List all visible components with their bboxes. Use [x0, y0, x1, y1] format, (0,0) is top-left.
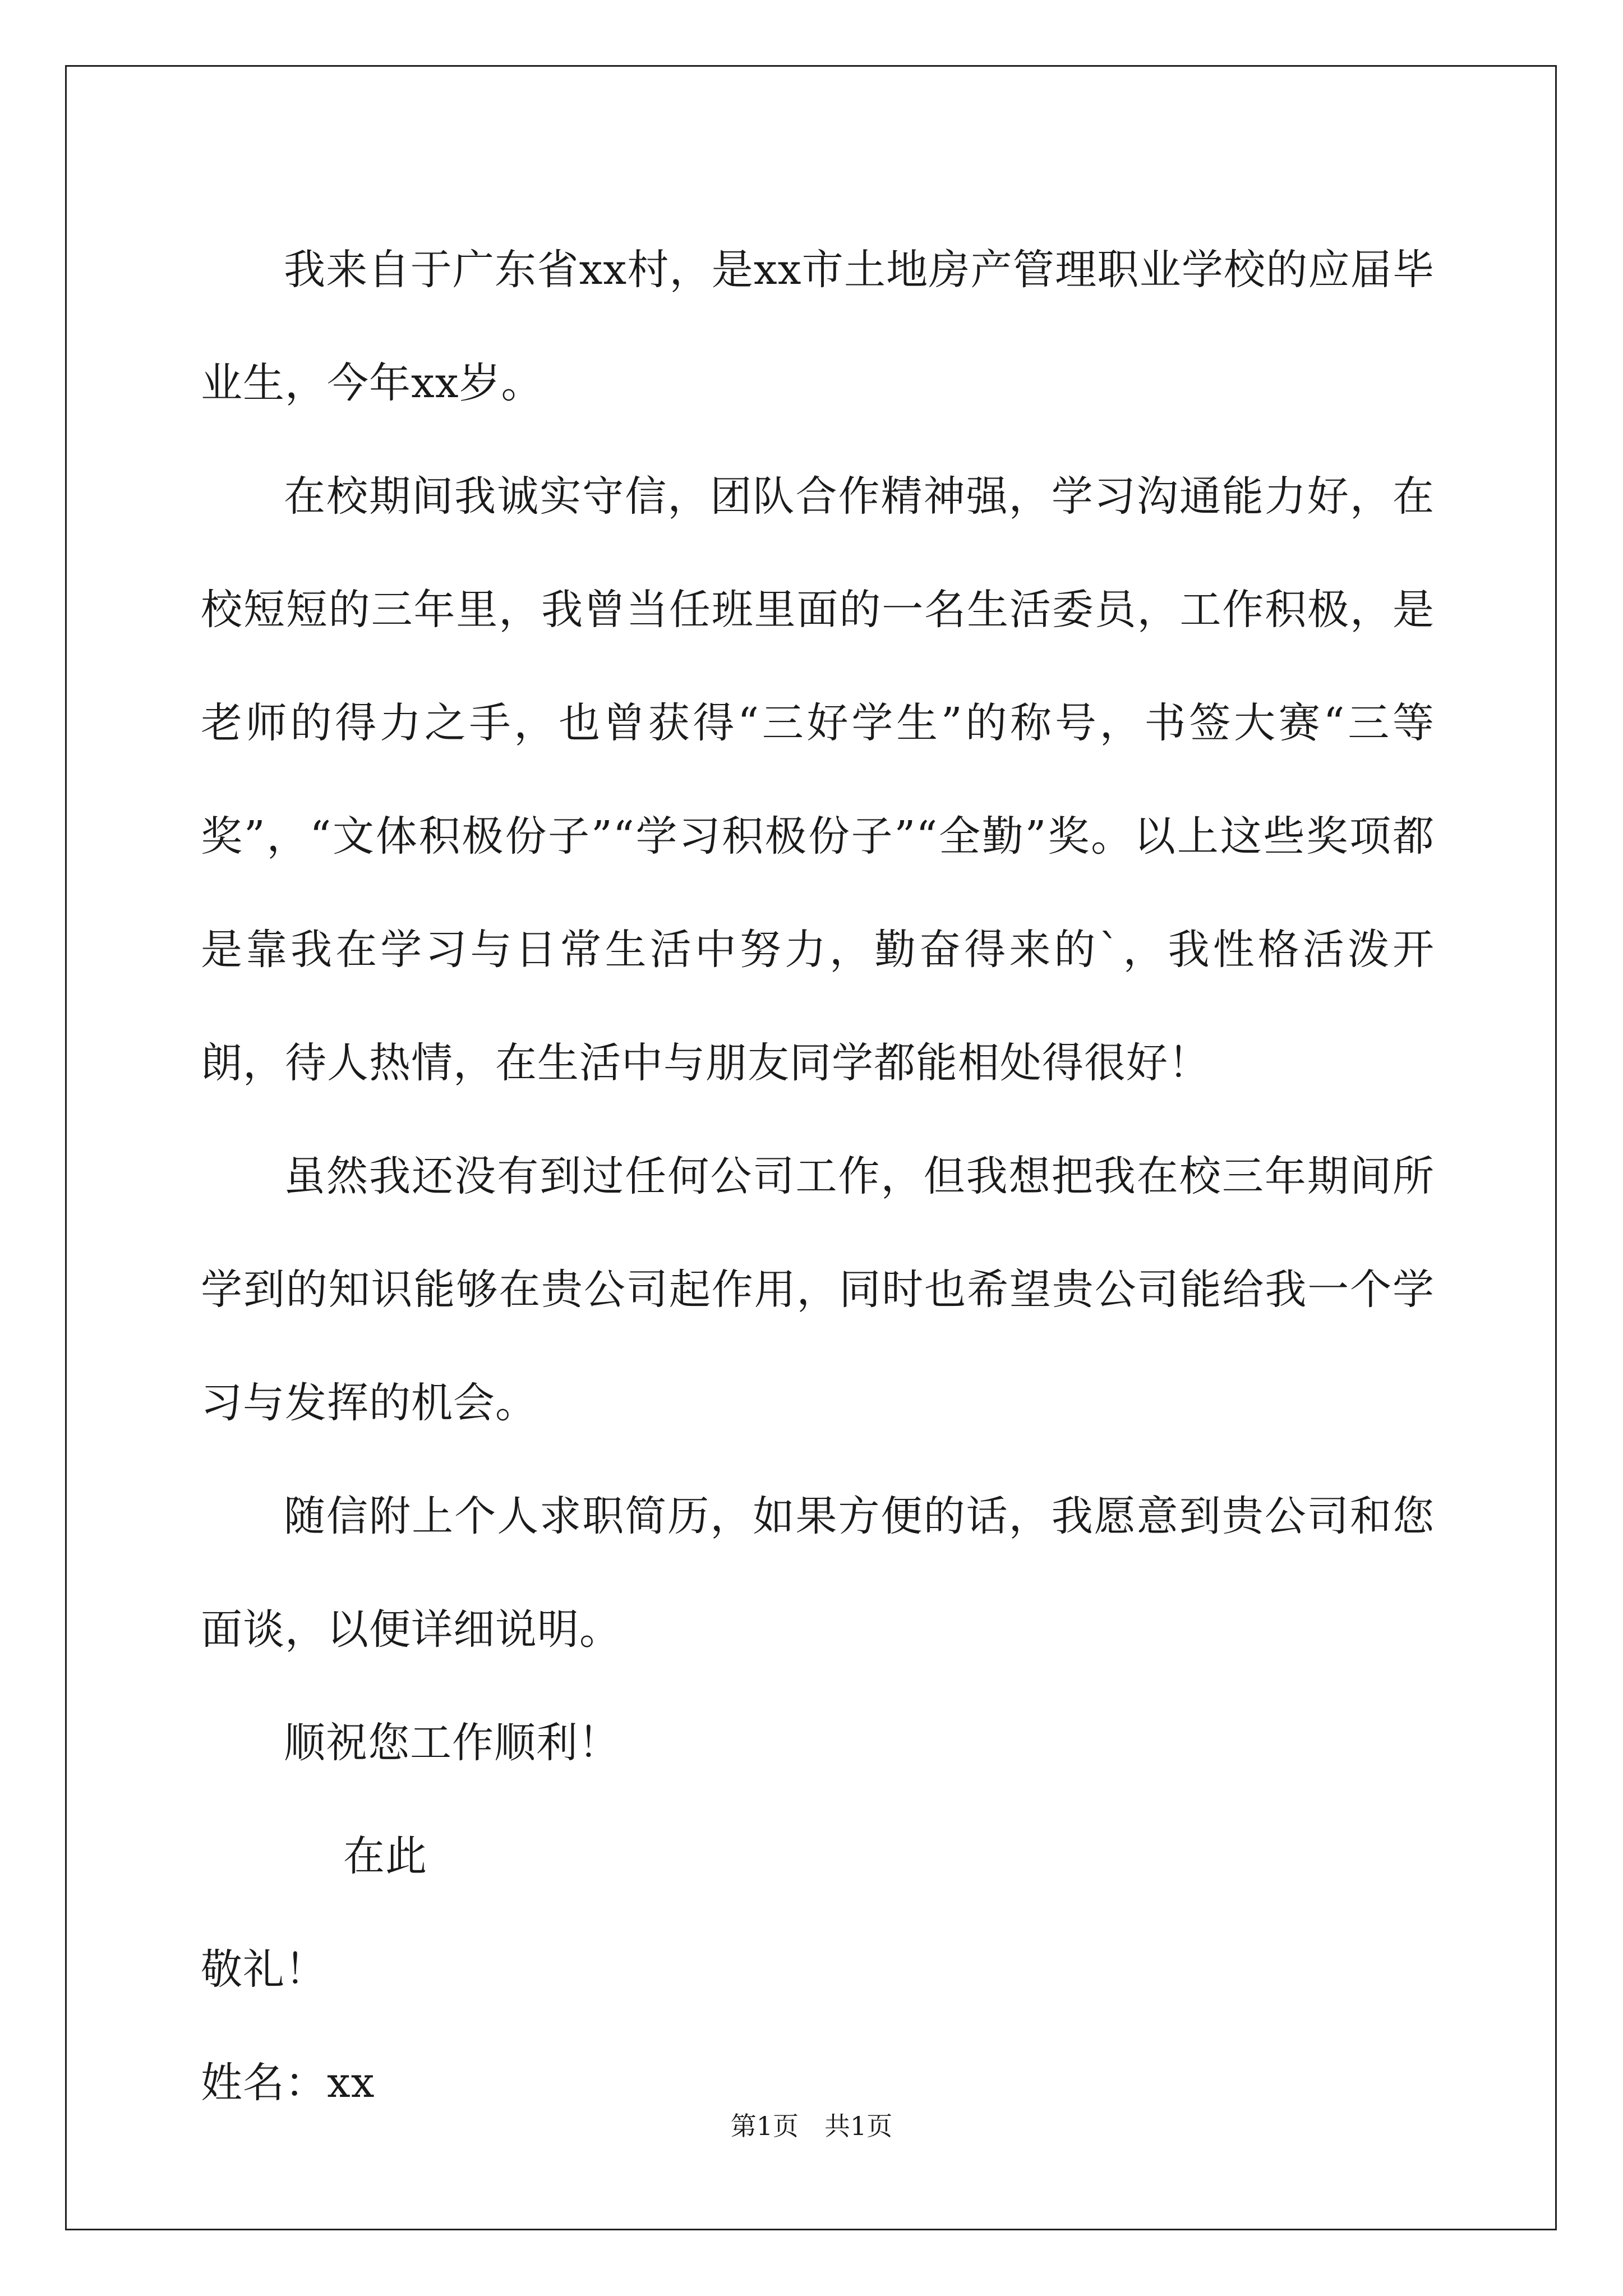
- paragraph-school-experience: 在校期间我诚实守信，团队合作精神强，学习沟通能力好，在校短短的三年里，我曾当任班里面的一名生活委员，工作积极，是老师的得力之手，也曾获得“三好学生”的称号，书签大赛“三等奖”，“文体积极份子”“学习积极份子”“全勤”奖。以上这些奖项都是靠我在学习与日常生活中努力，勤奋得来的`，我性格活泼开朗，待人热情，在生活中与朋友同学都能相处得很好！: [201, 472, 1435, 1087]
- closing-wish: 顺祝您工作顺利！: [284, 1719, 620, 1767]
- salute: 敬礼！: [201, 1945, 327, 1994]
- signature: 姓名：xx: [201, 2059, 375, 2107]
- closing-here: 在此: [343, 1832, 427, 1880]
- paragraph-resume-attached: 随信附上个人求职简历，如果方便的话，我愿意到贵公司和您面谈，以便详细说明。: [201, 1492, 1435, 1654]
- page-footer: 第1页 共1页: [730, 2111, 893, 2141]
- letter-body: [201, 213, 1435, 2139]
- paragraph-aspiration: 虽然我还没有到过任何公司工作，但我想把我在校三年期间所学到的知识能够在贵公司起作用，同时也希望贵公司能给我一个学习与发挥的机会。: [201, 1152, 1435, 1427]
- paragraph-intro: 我来自于广东省xx村，是xx市土地房产管理职业学校的应届毕业生，今年xx岁。: [201, 246, 1435, 407]
